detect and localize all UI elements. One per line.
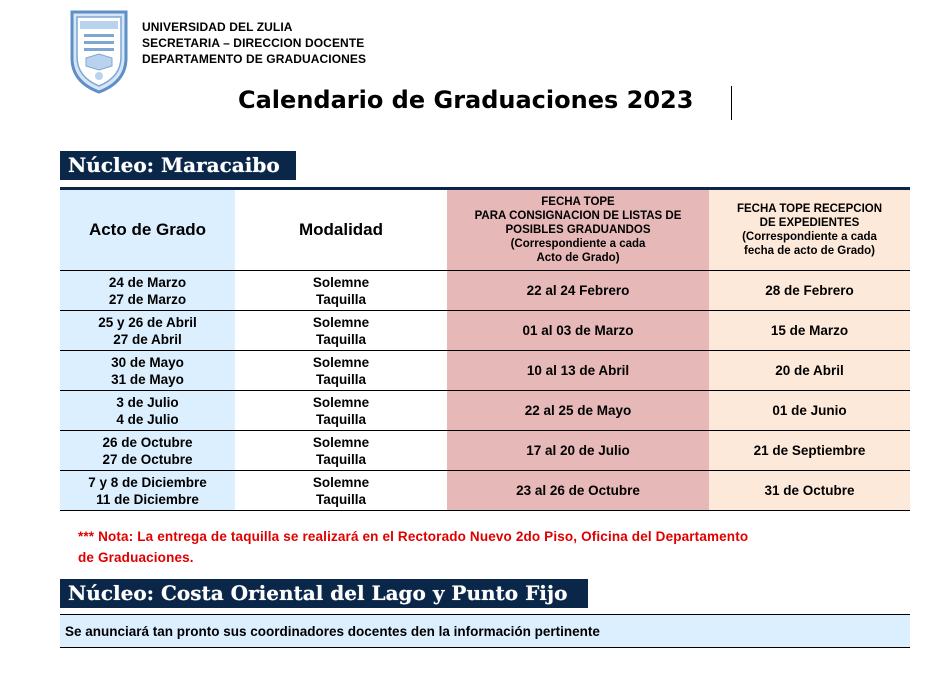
modalidad-cell [235, 271, 447, 311]
acto-cell [60, 351, 235, 391]
header-line: POSIBLES GRADUANDOS [505, 224, 651, 236]
modalidad-taquilla: Taquilla [315, 371, 366, 387]
acto-date: 4 de Julio [116, 411, 179, 427]
modalidad-solemne: Solemne [312, 314, 370, 330]
modalidad-solemne: Solemne [312, 274, 370, 290]
acto-cell [60, 311, 235, 351]
header-line: Acto de Grado) [536, 252, 620, 264]
section-heading-costa-oriental: Núcleo: Costa Oriental del Lago y Punto Fijo [60, 579, 588, 608]
header-line: fecha de acto de Grado) [743, 245, 875, 257]
modalidad-taquilla: Taquilla [315, 491, 366, 507]
column-header-recepcion [709, 190, 910, 271]
column-header-fecha-tope [447, 190, 709, 271]
header-line: FECHA TOPE [541, 196, 615, 208]
acto-cell [60, 431, 235, 471]
costa-oriental-message-row [60, 614, 910, 648]
header-line: DE EXPEDIENTES [759, 217, 860, 229]
org-line-departamento: DEPARTAMENTO DE GRADUACIONES [142, 52, 367, 66]
recepcion-cell: 28 de Febrero [709, 271, 910, 311]
recepcion-cell: 31 de Octubre [709, 471, 910, 511]
acto-date: 27 de Abril [113, 331, 182, 347]
fecha-tope-cell: 01 al 03 de Marzo [447, 311, 709, 351]
note-line: de Graduaciones. [78, 550, 194, 565]
table-row [60, 471, 910, 511]
acto-date: 25 y 26 de Abril [98, 314, 197, 330]
recepcion-cell: 20 de Abril [709, 351, 910, 391]
table-row [60, 351, 910, 391]
recepcion-cell: 21 de Septiembre [709, 431, 910, 471]
acto-cell [60, 271, 235, 311]
acto-date: 11 de Diciembre [96, 491, 199, 507]
org-line-secretaria: SECRETARIA – DIRECCION DOCENTE [142, 36, 365, 50]
organization-header [142, 19, 366, 67]
section-heading-maracaibo: Núcleo: Maracaibo [60, 151, 296, 180]
fecha-tope-cell: 23 al 26 de Octubre [447, 471, 709, 511]
costa-oriental-message: Se anunciará tan pronto sus coordinadores docentes den la información pertinente [65, 624, 600, 639]
header-line: FECHA TOPE RECEPCION [736, 203, 883, 215]
acto-date: 26 de Octubre [102, 434, 193, 450]
acto-date: 27 de Marzo [108, 291, 187, 307]
acto-date: 27 de Octubre [102, 451, 193, 467]
column-header-acto: Acto de Grado [60, 190, 235, 271]
fecha-tope-cell: 22 al 25 de Mayo [447, 391, 709, 431]
page-title: Calendario de Graduaciones 2023 [238, 86, 694, 114]
recepcion-cell: 01 de Junio [709, 391, 910, 431]
acto-date: 7 y 8 de Diciembre [88, 474, 207, 490]
acto-cell [60, 471, 235, 511]
graduation-calendar-table [60, 187, 910, 511]
column-header-modalidad: Modalidad [235, 190, 447, 271]
org-line-university: UNIVERSIDAD DEL ZULIA [142, 20, 293, 34]
modalidad-cell [235, 431, 447, 471]
modalidad-taquilla: Taquilla [315, 451, 366, 467]
modalidad-taquilla: Taquilla [315, 291, 366, 307]
modalidad-solemne: Solemne [312, 394, 370, 410]
modalidad-cell [235, 311, 447, 351]
fecha-tope-cell: 22 al 24 Febrero [447, 271, 709, 311]
header-line: (Correspondiente a cada [510, 238, 646, 250]
header-line: PARA CONSIGNACION DE LISTAS DE [474, 210, 682, 222]
modalidad-solemne: Solemne [312, 434, 370, 450]
modalidad-cell [235, 351, 447, 391]
modalidad-cell [235, 471, 447, 511]
delivery-note [78, 526, 898, 568]
fecha-tope-cell: 10 al 13 de Abril [447, 351, 709, 391]
table-row [60, 431, 910, 471]
fecha-tope-cell: 17 al 20 de Julio [447, 431, 709, 471]
modalidad-taquilla: Taquilla [315, 411, 366, 427]
table-row [60, 391, 910, 431]
acto-date: 3 de Julio [116, 394, 179, 410]
table-row [60, 311, 910, 351]
table-header-row [60, 190, 910, 271]
table-row [60, 271, 910, 311]
modalidad-cell [235, 391, 447, 431]
header-line: (Correspondiente a cada [742, 231, 877, 243]
acto-date: 30 de Mayo [111, 354, 184, 370]
university-seal-icon [66, 8, 132, 94]
text-cursor [731, 86, 732, 120]
modalidad-taquilla: Taquilla [315, 331, 366, 347]
acto-date: 31 de Mayo [111, 371, 184, 387]
acto-cell [60, 391, 235, 431]
acto-date: 24 de Marzo [108, 274, 187, 290]
recepcion-cell: 15 de Marzo [709, 311, 910, 351]
note-line: *** Nota: La entrega de taquilla se realizará en el Rectorado Nuevo 2do Piso, Oficina del Departamento [78, 529, 749, 544]
modalidad-solemne: Solemne [312, 354, 370, 370]
modalidad-solemne: Solemne [312, 474, 370, 490]
